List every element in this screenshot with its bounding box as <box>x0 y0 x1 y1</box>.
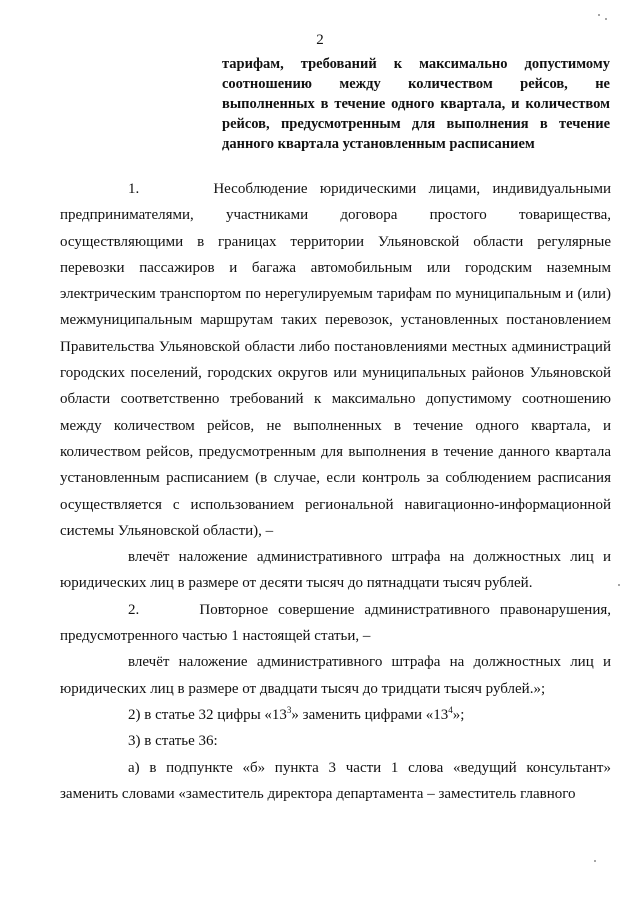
page-number: 2 <box>316 32 324 48</box>
scan-speck <box>594 860 596 862</box>
item2-prefix: 2) в статье 32 цифры «13 <box>128 706 287 723</box>
paragraph-item-3: 3) в статье 36: <box>128 733 218 750</box>
item2-sup-2: 4 <box>448 704 453 715</box>
scan-speck <box>598 14 600 16</box>
article-heading: тарифам, требований к максимально допустимому соотношению между количеством рейсов, не выполненных в течение одного квартала, и количеством рейсов, предусмотренным для выполнения в течение данного квартала установленным расписанием <box>222 56 610 152</box>
paragraph-item-3a: а) в подпункте «б» пункта 3 части 1 слова «ведущий консультант» заменить словами «заместитель директора департамента – заместитель главного <box>60 759 611 802</box>
paragraph-penalty-1: влечёт наложение административного штрафа на должностных лиц и юридических лиц в размере от десяти тысяч до пятнадцати тысяч рублей. <box>60 549 611 592</box>
paragraph-penalty-2: влечёт наложение административного штрафа на должностных лиц и юридических лиц в размере от двадцати тысяч до тридцати тысяч рублей.»; <box>60 654 611 697</box>
scan-speck <box>605 18 607 20</box>
document-body <box>60 176 611 807</box>
item2-middle: » заменить цифрами «13 <box>291 706 449 723</box>
paragraph-part-2: 2. Повторное совершение административного правонарушения, предусмотренного частью 1 настоящей статьи, – <box>60 601 611 645</box>
scan-speck <box>618 584 620 586</box>
paragraph-item-2 <box>60 702 611 728</box>
item2-sup-1: 3 <box>286 704 292 715</box>
item2-suffix: »; <box>452 706 465 723</box>
paragraph-part-1: 1. Несоблюдение юридическими лицами, индивидуальными предпринимателями, участниками договора простого товарищества, осуществляющими в границах территории Ульяновской области регулярные перевозки пассажиров и багажа автомобильным или городским наземным электрическим транспортом по нерегулируемым тарифам по муниципальным и (или) межмуниципальным маршрутам таких перевозок, установленных постановлением Правительства Ульяновской области либо постановлениями местных администраций городских поселений, городских округов или муниципальных районов Ульяновской области соответственно требований к максимально допустимому соотношению между количеством рейсов, не выполненных в течение одного квартала, и количеством рейсов, предусмотренным для выполнения в течение данного квартала установленным расписанием (в случае, если контроль за соблюдением расписания осуществляется с использованием региональной навигационно-информационной системы Ульяновской области), – <box>60 181 611 539</box>
